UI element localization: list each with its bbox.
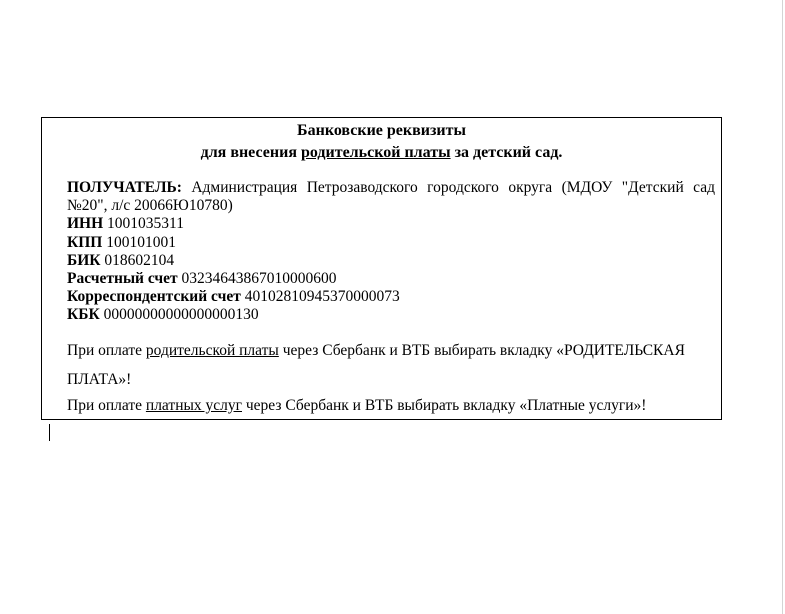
kpp-row [67,234,715,252]
note-parental-start: При оплате [67,341,146,359]
note-parental-payment [67,336,715,394]
note-parental-end: через Сбербанк и ВТБ выбирать вкладку «РОДИТЕЛЬСКАЯ ПЛАТА»! [67,341,685,388]
bik-value: 018602104 [104,251,175,269]
document-title [42,120,721,164]
kbk-label: КБК [67,306,100,324]
recipient-row [67,179,715,215]
inn-label: ИНН [67,215,104,233]
kpp-label: КПП [67,233,103,251]
note-paid-start: При оплате [67,396,146,414]
kbk-value: 00000000000000000130 [103,306,259,324]
kpp-value: 100101001 [106,233,176,251]
title-line-2 [42,142,721,164]
title-line-1: Банковские реквизиты [297,122,466,139]
kbk-row [67,306,715,324]
bank-details-box [41,117,722,420]
note-parental-underlined: родительской платы [145,341,279,359]
details-content [67,179,715,415]
title-line-2-start: для внесения [200,144,301,161]
title-line-2-end: за детский сад. [450,144,563,161]
text-cursor[interactable] [49,424,50,441]
title-line-2-underlined: родительской платы [300,144,451,161]
account-value: 03234643867010000600 [181,270,337,288]
account-row [67,270,715,288]
note-paid-end: через Сбербанк и ВТБ выбирать вкладку «Платные услуги»! [242,396,647,414]
bik-row [67,252,715,270]
corr-account-label: Корреспондентский счет [67,288,241,306]
recipient-value: Администрация Петрозаводского городского округа (МДОУ "Детский сад №20", л/с 20066Ю10780) [67,179,715,215]
corr-account-value: 40102810945370000073 [244,288,400,306]
corr-account-row [67,288,715,306]
recipient-label: ПОЛУЧАТЕЛЬ: [67,179,182,196]
inn-value: 1001035311 [107,215,184,233]
bik-label: БИК [67,251,101,269]
note-paid-underlined: платных услуг [145,396,242,414]
inn-row [67,215,715,233]
account-label: Расчетный счет [67,270,178,288]
page-right-edge [782,0,783,614]
note-paid-services [67,397,715,415]
